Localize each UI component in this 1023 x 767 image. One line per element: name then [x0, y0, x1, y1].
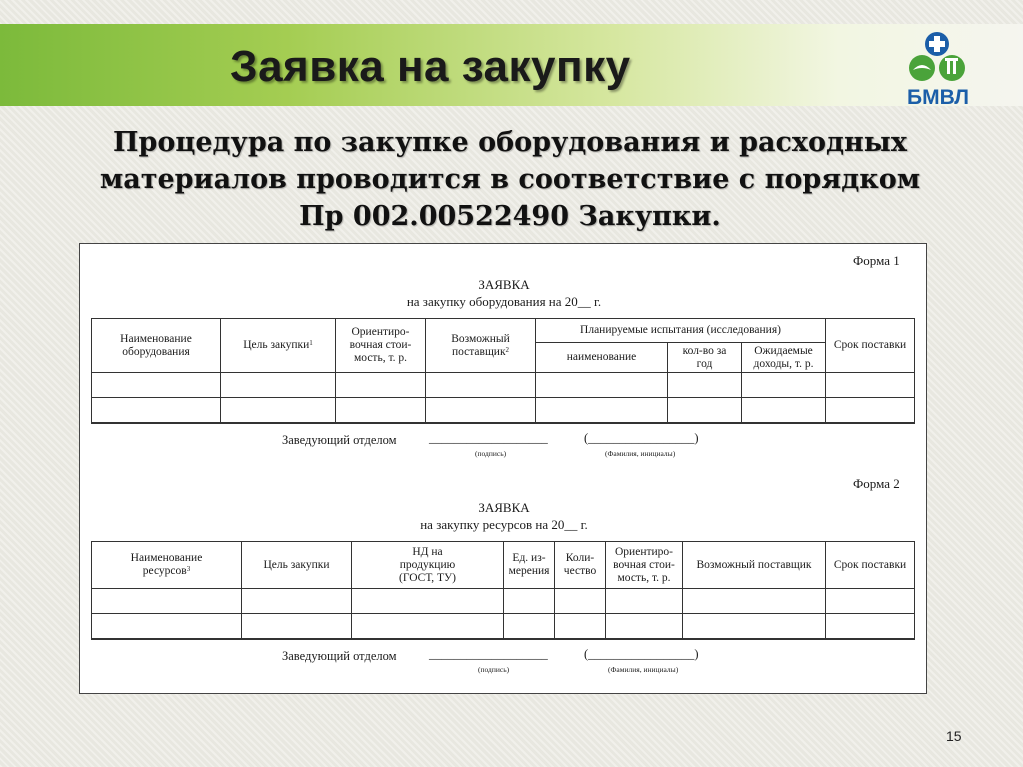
form1-header-cost	[336, 319, 426, 373]
form1-header-delivery: Срок поставки	[826, 319, 915, 373]
form1-signature-head: Заведующий отделом	[282, 433, 397, 447]
form2-header-nd-line3: (ГОСТ, ТУ)	[399, 571, 456, 584]
form1-header-purpose	[221, 319, 336, 373]
form1-table-row	[92, 398, 915, 423]
form2-header-nd-line2: продукцию	[399, 558, 456, 571]
form2-header-unit	[504, 542, 555, 589]
form1-header-name	[92, 319, 221, 373]
form1-header-supplier	[426, 319, 536, 373]
form1-header-tests-income-line2: доходы, т. р.	[753, 357, 814, 370]
form2-header-row	[92, 542, 915, 589]
form1-header-cost-line3: мость, т. р.	[354, 352, 407, 364]
form2-header-unit-line1: Ед. из-	[512, 552, 546, 564]
form1-subtitle: на закупку оборудования на 20__ г.	[406, 294, 602, 309]
footnote-3-mark: 3	[186, 565, 191, 573]
form1-header-tests-name: наименование	[536, 343, 668, 373]
form1-header-name-line1: Наименование	[120, 332, 192, 345]
footnote-1-mark: 1	[309, 339, 313, 347]
logo-text: БМВЛ	[907, 86, 969, 109]
form2-header-cost-line2: вочная стои-	[613, 558, 675, 571]
form2-signature-head: Заведующий отделом	[282, 649, 397, 663]
form1-header-cost-line1: Ориентиро-	[351, 326, 410, 338]
subtitle-line-1: Процедура по закупке оборудования и расходных	[113, 127, 907, 158]
form1-sign-caption: (подпись)	[475, 449, 507, 458]
form1-header-tests-qty-line2: год	[696, 357, 713, 370]
form2-header-nd-line1: НД на	[412, 545, 443, 558]
form1-title: ЗАЯВКА	[478, 277, 530, 292]
form2-header-delivery: Срок поставки	[826, 542, 915, 589]
form1-header-tests-income	[742, 343, 826, 373]
form1-signature-line: ___________________	[429, 431, 548, 445]
form1-table-row	[92, 373, 915, 398]
form1-header-name-line2: оборудования	[122, 345, 190, 358]
form1-header-supplier-line1: Возможный	[451, 332, 510, 345]
form1-table	[91, 318, 915, 424]
form2-header-cost-line1: Ориентиро-	[615, 545, 673, 558]
slide-title: Заявка на закупку	[230, 42, 631, 91]
form1-header-cost-line2: вочная стои-	[349, 339, 412, 351]
form1-header-supplier-line2: поставщик	[451, 345, 506, 358]
form-document	[79, 243, 927, 694]
form1-name-line: (_________________)	[584, 431, 699, 445]
subtitle-line-3: Пр 002.00522490 Закупки.	[299, 201, 721, 232]
form2-sign-caption: (подпись)	[478, 665, 510, 674]
form2-header-name-line1: Наименование	[130, 552, 203, 564]
form2-table-row	[92, 614, 915, 639]
form2-table	[91, 541, 915, 640]
form2-title: ЗАЯВКА	[478, 500, 530, 515]
page-number: 15	[946, 728, 962, 744]
form2-header-cost	[606, 542, 683, 589]
form2-header-purpose: Цель закупки	[242, 542, 352, 589]
slide-subtitle	[30, 124, 990, 235]
form2-header-qty-line1: Коли-	[565, 552, 595, 564]
form2-header-unit-line2: мерения	[508, 565, 550, 577]
form1-header-tests-income-line1: Ожидаемые	[754, 344, 813, 357]
form2-header-qty-line2: чество	[563, 565, 597, 577]
form1-header-tests-qty	[668, 343, 742, 373]
form2-table-row	[92, 589, 915, 614]
form1-header-tests: Планируемые испытания (исследования)	[536, 319, 826, 343]
form2-header-name-line2: ресурсов	[142, 565, 187, 577]
form2-subtitle: на закупку ресурсов на 20__ г.	[420, 517, 588, 532]
form1-label: Форма 1	[853, 253, 900, 268]
form1-header-tests-qty-line1: кол-во за	[682, 344, 727, 357]
form2-header-name	[92, 542, 242, 589]
form1-header-row-1	[92, 319, 915, 343]
form2-name-line: (_________________)	[584, 647, 699, 661]
form2-header-cost-line3: мость, т. р.	[617, 571, 671, 584]
form2-label: Форма 2	[853, 476, 900, 491]
form2-header-qty	[555, 542, 606, 589]
form2-header-nd	[352, 542, 504, 589]
form1-name-caption: (Фамилия, инициалы)	[605, 449, 676, 458]
form2-signature-line: ___________________	[429, 647, 548, 661]
subtitle-line-2: материалов проводится в соответствие с порядком	[99, 164, 921, 195]
form1-header-purpose-text: Цель закупки	[243, 339, 310, 351]
form2-name-caption: (Фамилия, инициалы)	[608, 665, 679, 674]
form2-header-supplier: Возможный поставщик	[683, 542, 826, 589]
footnote-2-mark: 2	[505, 345, 510, 354]
